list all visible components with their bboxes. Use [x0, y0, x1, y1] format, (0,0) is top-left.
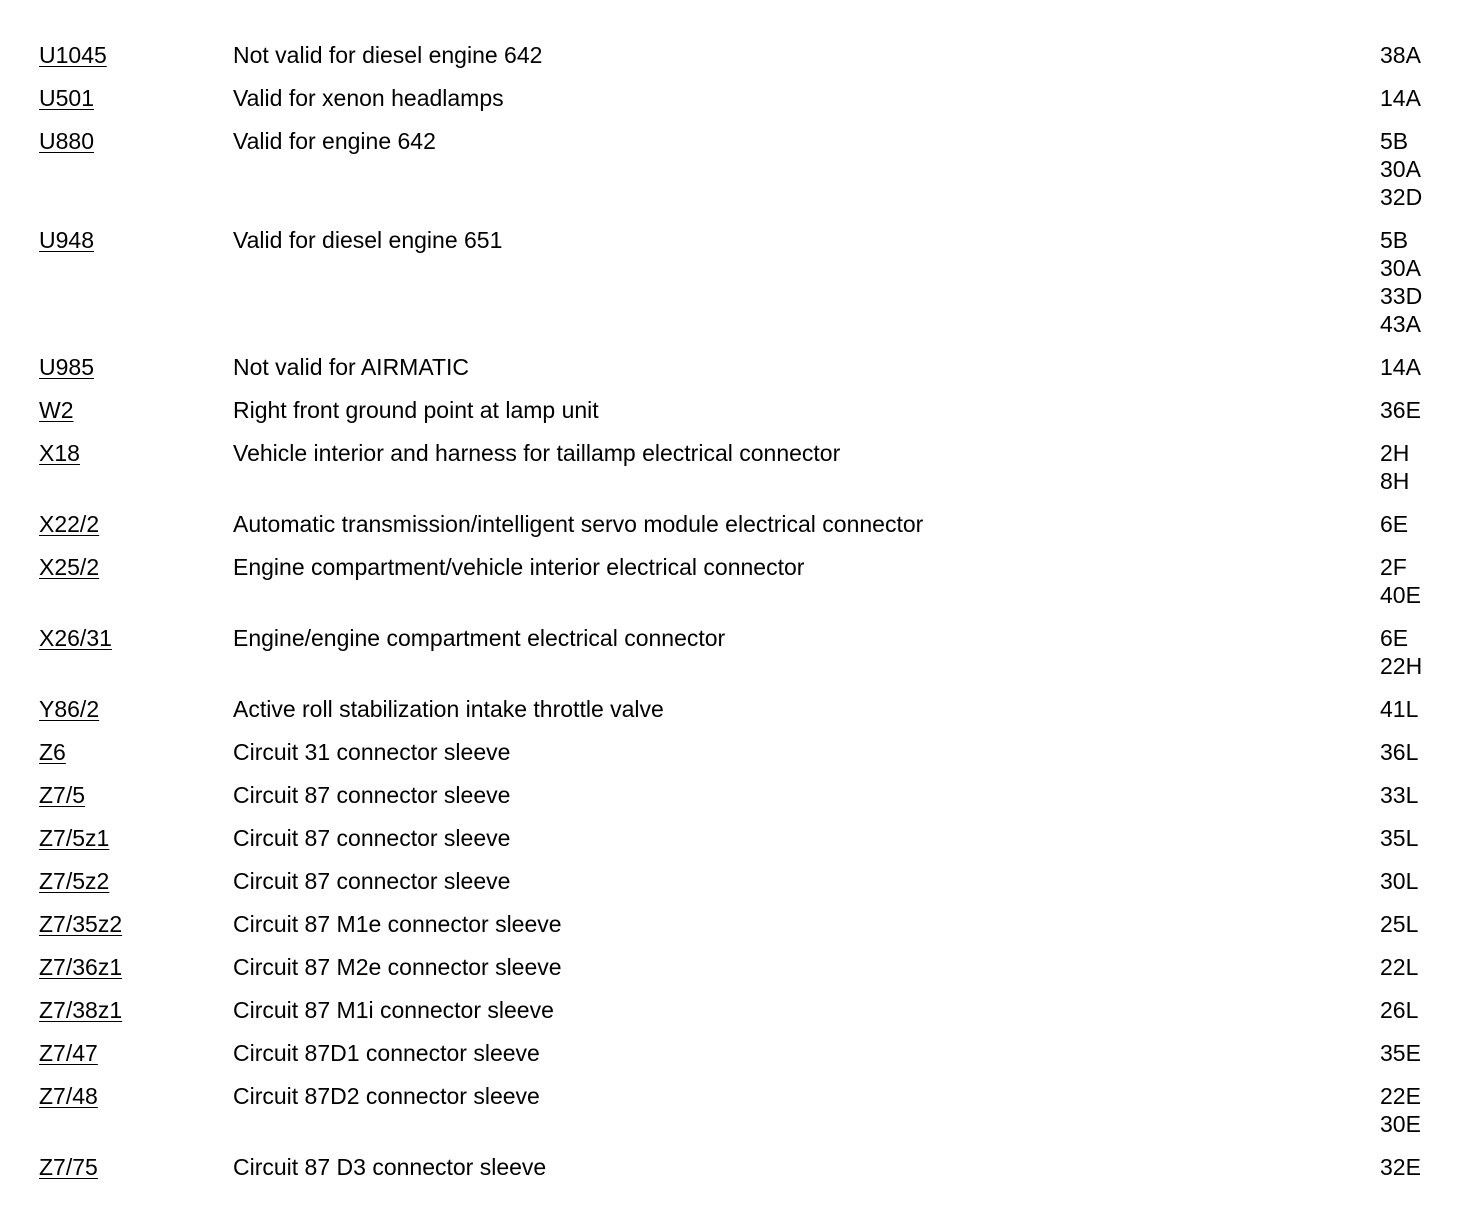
- component-description: Not valid for diesel engine 642: [233, 42, 543, 68]
- component-description: Circuit 87D1 connector sleeve: [233, 1040, 540, 1066]
- grid-reference: 5B: [1380, 227, 1409, 253]
- component-code-link[interactable]: U880: [39, 128, 94, 154]
- component-code-link[interactable]: Z7/5: [39, 782, 86, 808]
- grid-references: [1380, 695, 1460, 723]
- component-description: Circuit 87 connector sleeve: [233, 782, 511, 808]
- component-description: Not valid for AIRMATIC: [233, 354, 470, 380]
- component-description: Circuit 87 connector sleeve: [233, 825, 511, 851]
- grid-references: [1380, 396, 1460, 424]
- grid-reference: 5B: [1380, 128, 1409, 154]
- grid-reference: 22L: [1380, 954, 1419, 980]
- grid-reference: 14A: [1380, 354, 1421, 380]
- grid-reference: 38A: [1380, 42, 1421, 68]
- grid-references: [1380, 439, 1460, 495]
- component-code-link[interactable]: X26/31: [39, 625, 112, 651]
- grid-reference: 25L: [1380, 911, 1419, 937]
- grid-references: [1380, 1153, 1460, 1181]
- component-description: Valid for engine 642: [233, 128, 436, 154]
- grid-reference: 32D: [1380, 184, 1423, 210]
- grid-reference: 30L: [1380, 868, 1419, 894]
- component-code-link[interactable]: U501: [39, 85, 94, 111]
- component-description: Valid for diesel engine 651: [233, 227, 503, 253]
- component-description: Engine compartment/vehicle interior electrical connector: [233, 554, 805, 580]
- component-code-link[interactable]: Z7/36z1: [39, 954, 123, 980]
- grid-references: [1380, 510, 1460, 538]
- grid-reference: 35L: [1380, 825, 1419, 851]
- component-code-link[interactable]: X25/2: [39, 554, 100, 580]
- component-code-link[interactable]: Z7/47: [39, 1040, 98, 1066]
- component-code-link[interactable]: U948: [39, 227, 94, 253]
- grid-references: [1380, 84, 1460, 112]
- grid-reference: 6E: [1380, 511, 1409, 537]
- grid-references: [1380, 226, 1460, 338]
- grid-reference: 30A: [1380, 156, 1421, 182]
- grid-reference: 8H: [1380, 468, 1410, 494]
- component-code-link[interactable]: Z7/38z1: [39, 997, 123, 1023]
- grid-references: [1380, 1082, 1460, 1138]
- component-description: Circuit 87 D3 connector sleeve: [233, 1154, 547, 1180]
- grid-references: [1380, 867, 1460, 895]
- component-description: Circuit 87 M2e connector sleeve: [233, 954, 562, 980]
- component-code-link[interactable]: X18: [39, 440, 80, 466]
- component-code-link[interactable]: Z7/48: [39, 1083, 98, 1109]
- grid-reference: 43A: [1380, 311, 1421, 337]
- grid-reference: 41L: [1380, 696, 1419, 722]
- grid-references: [1380, 553, 1460, 609]
- component-code-link[interactable]: Z7/5z1: [39, 825, 110, 851]
- component-code-link[interactable]: Z7/35z2: [39, 911, 123, 937]
- grid-reference: 36E: [1380, 397, 1421, 423]
- grid-reference: 2H: [1380, 440, 1410, 466]
- grid-reference: 30E: [1380, 1111, 1421, 1137]
- component-description: Circuit 31 connector sleeve: [233, 739, 511, 765]
- component-description: Automatic transmission/intelligent servo module electrical connector: [233, 511, 924, 537]
- grid-reference: 2F: [1380, 554, 1407, 580]
- grid-references: [1380, 910, 1460, 938]
- grid-reference: 26L: [1380, 997, 1419, 1023]
- grid-references: [1380, 353, 1460, 381]
- component-code-link[interactable]: U1045: [39, 42, 107, 68]
- component-code-link[interactable]: Z7/5z2: [39, 868, 110, 894]
- component-description: Engine/engine compartment electrical connector: [233, 625, 726, 651]
- component-code-link[interactable]: X22/2: [39, 511, 100, 537]
- component-code-link[interactable]: Z6: [39, 739, 66, 765]
- component-code-link[interactable]: Y86/2: [39, 696, 100, 722]
- grid-reference: 36L: [1380, 739, 1419, 765]
- component-description: Active roll stabilization intake throttle valve: [233, 696, 664, 722]
- grid-references: [1380, 1039, 1460, 1067]
- component-description: Circuit 87 M1i connector sleeve: [233, 997, 554, 1023]
- grid-references: [1380, 781, 1460, 809]
- grid-references: [1380, 127, 1460, 211]
- component-description: Circuit 87 connector sleeve: [233, 868, 511, 894]
- grid-reference: 35E: [1380, 1040, 1421, 1066]
- component-code-link[interactable]: W2: [39, 397, 74, 423]
- grid-reference: 30A: [1380, 255, 1421, 281]
- component-description: Circuit 87D2 connector sleeve: [233, 1083, 540, 1109]
- component-description: Valid for xenon headlamps: [233, 85, 504, 111]
- grid-references: [1380, 996, 1460, 1024]
- grid-references: [1380, 953, 1460, 981]
- grid-references: [1380, 624, 1460, 680]
- component-description: Vehicle interior and harness for taillamp electrical connector: [233, 440, 841, 466]
- grid-reference: 33D: [1380, 283, 1423, 309]
- grid-reference: 40E: [1380, 582, 1421, 608]
- grid-references: [1380, 824, 1460, 852]
- grid-references: [1380, 41, 1460, 69]
- grid-reference: 32E: [1380, 1154, 1421, 1180]
- grid-reference: 33L: [1380, 782, 1419, 808]
- component-description: Circuit 87 M1e connector sleeve: [233, 911, 562, 937]
- component-code-link[interactable]: U985: [39, 354, 94, 380]
- grid-reference: 6E: [1380, 625, 1409, 651]
- grid-references: [1380, 738, 1460, 766]
- component-code-link[interactable]: Z7/75: [39, 1154, 98, 1180]
- grid-reference: 22E: [1380, 1083, 1421, 1109]
- grid-reference: 14A: [1380, 85, 1421, 111]
- grid-reference: 22H: [1380, 653, 1423, 679]
- component-description: Right front ground point at lamp unit: [233, 397, 599, 423]
